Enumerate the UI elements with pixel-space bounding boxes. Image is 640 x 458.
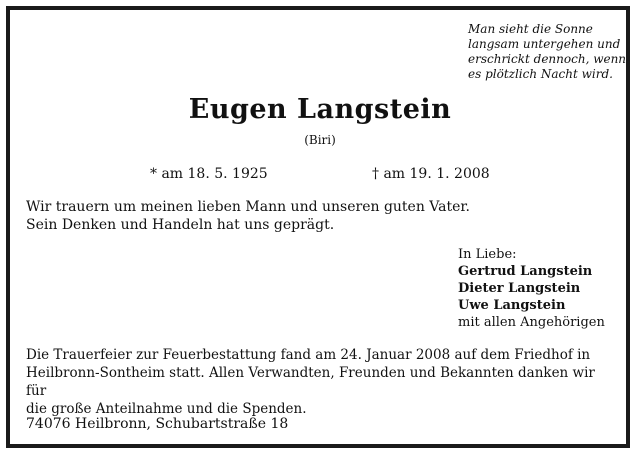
signers-block xyxy=(458,246,605,331)
ceremony-line: Die Trauerfeier zur Feuerbestattung fand am 24. Januar 2008 auf dem Friedhof in xyxy=(26,347,591,363)
ceremony-line: Heilbronn-Sontheim statt. Allen Verwandten, Freunden und Bekannten danken wir für xyxy=(26,365,595,399)
family-address: 74076 Heilbronn, Schubartstraße 18 xyxy=(26,416,289,432)
mourning-line: Sein Denken und Handeln hat uns geprägt. xyxy=(26,217,335,233)
mourning-line: Wir trauern um meinen lieben Mann und unseren guten Vater. xyxy=(26,199,470,215)
signers-intro: In Liebe: xyxy=(458,247,517,262)
quote-line: langsam untergehen und xyxy=(468,37,621,51)
signers-closing: mit allen Angehörigen xyxy=(458,315,605,330)
quote-line: erschrickt dennoch, wenn xyxy=(468,52,627,66)
birth-date: * am 18. 5. 1925 xyxy=(150,166,268,182)
ceremony-notice xyxy=(26,346,618,418)
quote-line: Man sieht die Sonne xyxy=(468,22,593,36)
signer-name: Uwe Langstein xyxy=(458,298,566,313)
signer-name: Dieter Langstein xyxy=(458,281,581,296)
ceremony-line: die große Anteilnahme und die Spenden. xyxy=(26,401,307,417)
mourning-text xyxy=(26,198,470,234)
signer-name: Gertrud Langstein xyxy=(458,264,593,279)
memorial-quote xyxy=(468,22,628,82)
death-date: † am 19. 1. 2008 xyxy=(372,166,490,182)
quote-line: es plötzlich Nacht wird. xyxy=(468,67,613,81)
deceased-name: Eugen Langstein xyxy=(188,94,452,125)
deceased-nickname: (Biri) xyxy=(304,133,336,147)
